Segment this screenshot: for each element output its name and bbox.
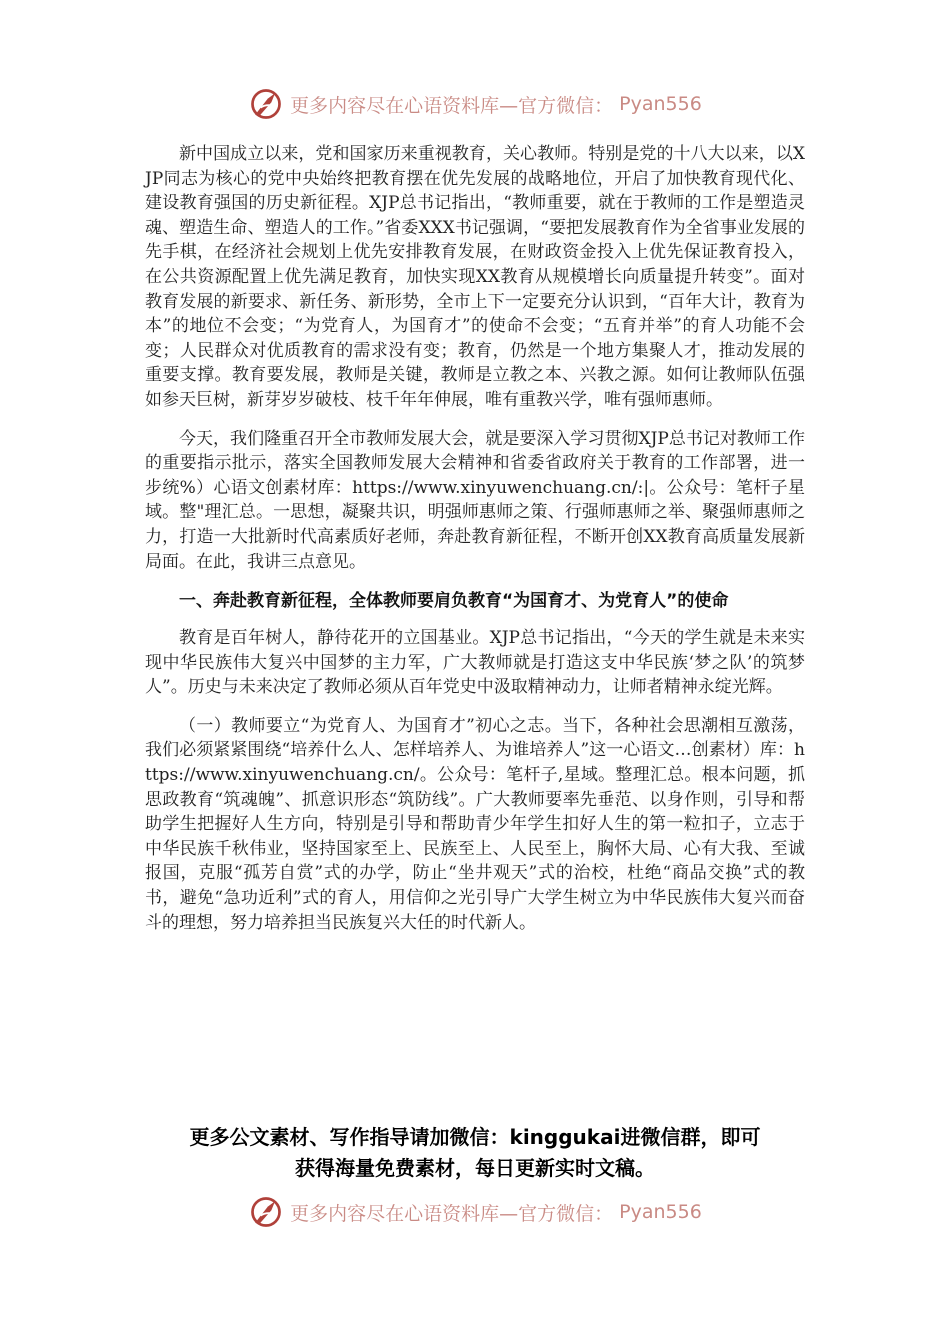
logo-icon: [248, 1194, 284, 1230]
section-heading: 一、奔赴教育新征程，全体教师要肩负教育“为国育才、为党育人”的使命: [179, 591, 729, 612]
header-banner: [0, 84, 950, 124]
promo-line-2: 获得海量免费素材，每日更新实时文稿。: [295, 1156, 655, 1180]
document-body: [145, 142, 805, 949]
footer-banner: [0, 1192, 950, 1232]
header-banner-text: 更多内容尽在心语资料库—官方微信：: [290, 94, 614, 117]
promo-notice: [145, 1122, 805, 1184]
footer-banner-text: 更多内容尽在心语资料库—官方微信：: [290, 1202, 614, 1225]
promo-line-1: 更多公文素材、写作指导请加微信：kinggukai进微信群，即可: [189, 1125, 761, 1149]
paragraph-subsection-1: （一）教师要立“为党育人、为国育才”初心之志。当下，各种社会思潮相互激荡，我们必须紧紧围绕“培养什么人、怎样培养人、为谁培养人”这一心语文…创素材）库：https://www.xinyuwenchuang.cn/。公众号：笔杆子,星域。整理汇总。根本问题，抓思政教育“筑魂魄”、抓意识形态“筑防线”。广大教师要率先垂范、以身作则，引导和帮助学生把握好人生方向，特别是引导和帮助青少年学生扣好人生的第一粒扣子，立志于中华民族千秋伟业，坚持国家至上、民族至上、人民至上，胸怀大局、心有大我、至诚报国，克服“孤芳自赏”式的办学，防止“坐井观天”式的治校，杜绝“商品交换”式的教书，避免“急功近利”式的育人，用信仰之光引导广大学生树立为中华民族伟大复兴而奋斗的理想，努力培养担当民族复兴大任的时代新人。: [145, 715, 805, 933]
paragraph-section-intro: 教育是百年树人，静待花开的立国基业。XJP总书记指出，“今天的学生就是未来实现中华民族伟大复兴中国梦的主力军，广大教师就是打造这支中华民族‘梦之队’的筑梦人”。历史与未来决定了教师必须从百年党史中汲取精神动力，让师者精神永绽光辉。: [145, 628, 805, 698]
header-wechat-id: Pyan556: [619, 93, 702, 115]
logo-icon: [248, 86, 284, 122]
paragraph-meeting: 今天，我们隆重召开全市教师发展大会，就是要深入学习贯彻XJP总书记对教师工作的重要指示批示，落实全国教师发展大会精神和省委省政府关于教育的工作部署，进一步统%）心语文创素材库：https://www.xinyuwenchuang.cn/:|。公众号：笔杆子星域。整"理汇总。一思想，凝聚共识，明强师惠师之策、行强师惠师之举、聚强师惠师之力，打造一大批新时代高素质好老师，奔赴教育新征程，不断开创XX教育高质量发展新局面。在此，我讲三点意见。: [145, 428, 805, 572]
footer-wechat-id: Pyan556: [619, 1201, 702, 1223]
paragraph-intro: 新中国成立以来，党和国家历来重视教育，关心教师。特别是党的十八大以来，以XJP同志为核心的党中央始终把教育摆在优先发展的战略地位，开启了加快教育现代化、建设教育强国的历史新征程。XJP总书记指出，“教师重要，就在于教师的工作是塑造灵魂、塑造生命、塑造人的工作。”省委XXX书记强调，“要把发展教育作为全省事业发展的先手棋，在经济社会规划上优先安排教育发展，在财政资金投入上优先保证教育投入，在公共资源配置上优先满足教育，加快实现XX教育从规模增长向质量提升转变”。面对教育发展的新要求、新任务、新形势，全市上下一定要充分认识到，“百年大计，教育为本”的地位不会变；“为党育人，为国育才”的使命不会变；“五育并举”的育人功能不会变；人民群众对优质教育的需求没有变；教育，仍然是一个地方集聚人才，推动发展的重要支撑。教育要发展，教师是关键，教师是立教之本、兴教之源。如何让教师队伍强如参天巨树，新芽岁岁破枝、枝千年年伸展，唯有重教兴学，唯有强师惠师。: [145, 144, 805, 410]
